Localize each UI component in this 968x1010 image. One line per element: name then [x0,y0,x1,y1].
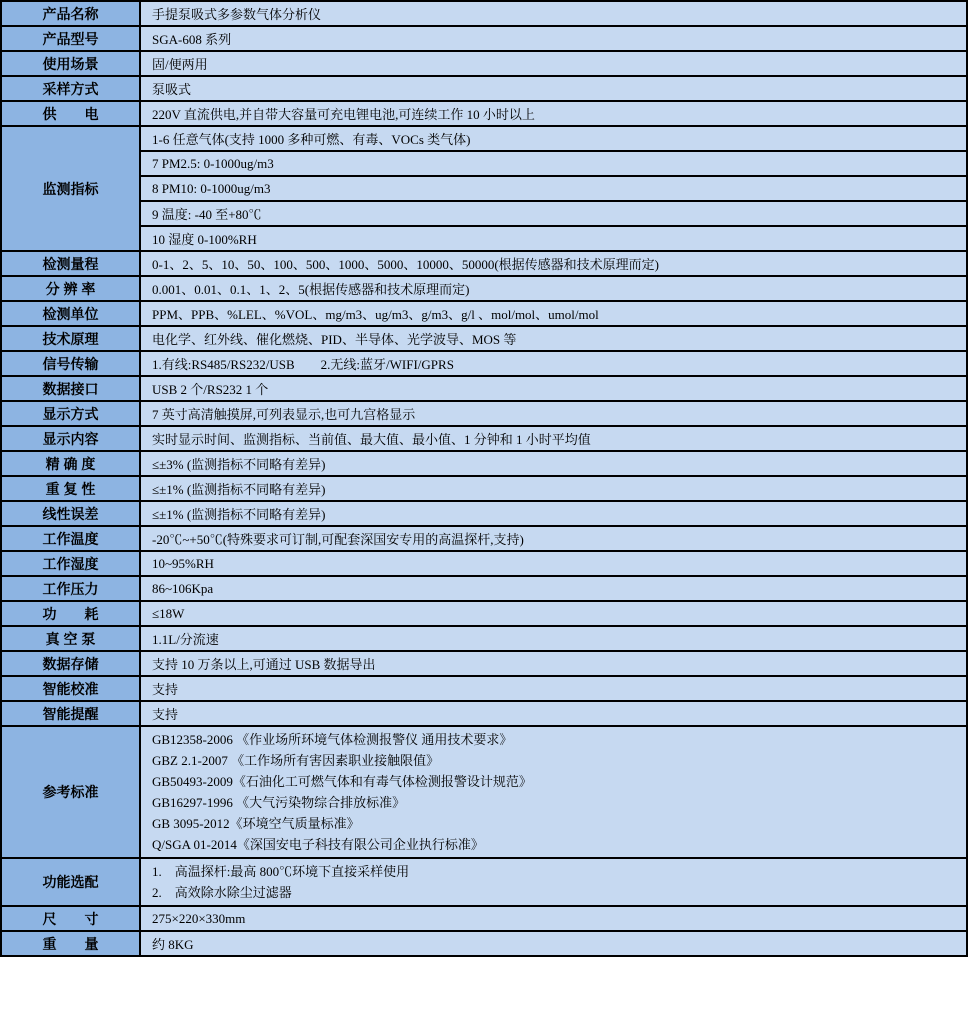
spec-row-label: 信号传输 [1,351,140,376]
spec-row-label: 尺 寸 [1,906,140,931]
spec-row-value: 1.1L/分流速 [140,626,967,651]
spec-row [1,351,967,376]
spec-value-line: GB16297-1996 《大气污染物综合排放标准》 [152,795,406,810]
spec-row-value: 支持 10 万条以上,可通过 USB 数据导出 [140,651,967,676]
spec-row-label: 功能选配 [1,858,140,906]
spec-row-label: 功 耗 [1,601,140,626]
spec-row [1,426,967,451]
spec-row [1,251,967,276]
spec-value-line: Q/SGA 01-2014《深国安电子科技有限公司企业执行标准》 [152,837,484,852]
spec-row-value: 10 湿度 0-100%RH [140,226,967,251]
spec-row [1,201,967,226]
spec-row-label: 线性误差 [1,501,140,526]
spec-row [1,176,967,201]
spec-row-value: 10~95%RH [140,551,967,576]
spec-row-label: 显示方式 [1,401,140,426]
spec-value-line: GB 3095-2012《环境空气质量标准》 [152,816,360,831]
spec-row-label: 分 辨 率 [1,276,140,301]
spec-row [1,501,967,526]
spec-row-value: 1-6 任意气体(支持 1000 多种可燃、有毒、VOCs 类气体) [140,126,967,151]
spec-row-label: 智能校准 [1,676,140,701]
spec-row [1,326,967,351]
spec-row-value [140,726,967,858]
spec-value-line: GB12358-2006 《作业场所环境气体检测报警仪 通用技术要求》 [152,732,513,747]
spec-row-value: 支持 [140,676,967,701]
spec-row [1,276,967,301]
spec-row-value: 固/便两用 [140,51,967,76]
spec-row-label: 数据存储 [1,651,140,676]
spec-row-label: 数据接口 [1,376,140,401]
spec-row-label: 参考标准 [1,726,140,858]
spec-row [1,526,967,551]
spec-row [1,126,967,151]
spec-row-label: 工作温度 [1,526,140,551]
spec-row [1,226,967,251]
spec-row [1,626,967,651]
spec-row [1,101,967,126]
spec-row-value: 泵吸式 [140,76,967,101]
spec-row-label: 采样方式 [1,76,140,101]
spec-row-label: 监测指标 [1,126,140,251]
spec-row [1,651,967,676]
spec-row [1,906,967,931]
spec-row-value: 7 PM2.5: 0-1000ug/m3 [140,151,967,176]
spec-row [1,26,967,51]
spec-row [1,401,967,426]
spec-row [1,726,967,858]
spec-row-value: 手提泵吸式多参数气体分析仪 [140,1,967,26]
spec-row-value: 0.001、0.01、0.1、1、2、5(根据传感器和技术原理而定) [140,276,967,301]
spec-row-value: 8 PM10: 0-1000ug/m3 [140,176,967,201]
spec-row-label: 智能提醒 [1,701,140,726]
spec-row-label: 检测量程 [1,251,140,276]
spec-row [1,76,967,101]
spec-row-label: 精 确 度 [1,451,140,476]
spec-row-label: 供 电 [1,101,140,126]
spec-row-value: USB 2 个/RS232 1 个 [140,376,967,401]
spec-row [1,51,967,76]
spec-row-value: 9 温度: -40 至+80℃ [140,201,967,226]
spec-row [1,476,967,501]
spec-row-value: 86~106Kpa [140,576,967,601]
spec-value-line: 1. 高温探杆:最高 800℃环境下直接采样使用 [152,864,410,879]
spec-row-value: 1.有线:RS485/RS232/USB 2.无线:蓝牙/WIFI/GPRS [140,351,967,376]
spec-row-label: 产品名称 [1,1,140,26]
spec-row [1,601,967,626]
spec-row-value: -20℃~+50℃(特殊要求可订制,可配套深国安专用的高温探杆,支持) [140,526,967,551]
spec-value-line: 2. 高效除水除尘过滤器 [152,885,292,900]
spec-row-value: ≤±1% (监测指标不同略有差异) [140,501,967,526]
spec-row [1,376,967,401]
spec-row-value: 电化学、红外线、催化燃烧、PID、半导体、光学波导、MOS 等 [140,326,967,351]
spec-row [1,151,967,176]
spec-value-line: GBZ 2.1-2007 《工作场所有害因素职业接触限值》 [152,753,440,768]
spec-row-value: ≤±3% (监测指标不同略有差异) [140,451,967,476]
spec-row [1,551,967,576]
spec-row-label: 使用场景 [1,51,140,76]
spec-row [1,1,967,26]
spec-row-value: ≤18W [140,601,967,626]
spec-row-value: 0-1、2、5、10、50、100、500、1000、5000、10000、50000(根据传感器和技术原理而定) [140,251,967,276]
spec-row-value: 275×220×330mm [140,906,967,931]
spec-row [1,701,967,726]
spec-table-body [1,1,967,956]
spec-row-label: 重 量 [1,931,140,956]
spec-row [1,676,967,701]
spec-row [1,451,967,476]
spec-row-label: 工作湿度 [1,551,140,576]
spec-row-value: SGA-608 系列 [140,26,967,51]
spec-row-label: 技术原理 [1,326,140,351]
spec-row [1,301,967,326]
spec-row-value: 220V 直流供电,并自带大容量可充电锂电池,可连续工作 10 小时以上 [140,101,967,126]
spec-value-line: GB50493-2009《石油化工可燃气体和有毒气体检测报警设计规范》 [152,774,532,789]
spec-row-value: ≤±1% (监测指标不同略有差异) [140,476,967,501]
spec-row-label: 检测单位 [1,301,140,326]
spec-row-label: 工作压力 [1,576,140,601]
spec-row [1,931,967,956]
spec-row-value [140,858,967,906]
spec-row-label: 真 空 泵 [1,626,140,651]
spec-row-value: 支持 [140,701,967,726]
spec-row-value: 实时显示时间、监测指标、当前值、最大值、最小值、1 分钟和 1 小时平均值 [140,426,967,451]
spec-row-label: 显示内容 [1,426,140,451]
spec-row [1,576,967,601]
spec-row-value: 7 英寸高清触摸屏,可列表显示,也可九宫格显示 [140,401,967,426]
spec-row-label: 产品型号 [1,26,140,51]
spec-row-label: 重 复 性 [1,476,140,501]
spec-row [1,858,967,906]
spec-row-value: 约 8KG [140,931,967,956]
spec-row-value: PPM、PPB、%LEL、%VOL、mg/m3、ug/m3、g/m3、g/l 、mol/mol、umol/mol [140,301,967,326]
